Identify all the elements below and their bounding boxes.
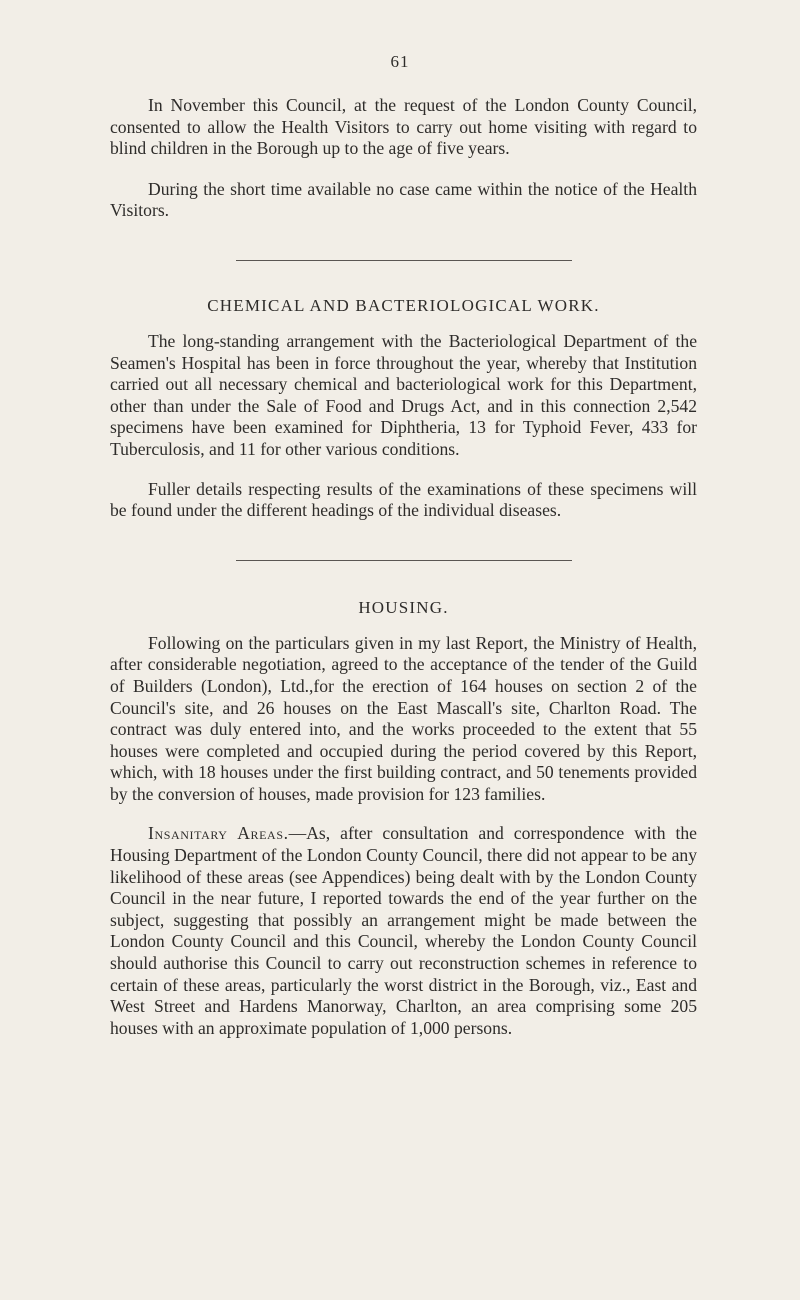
housing-paragraph-1: Following on the particulars given in my last Report, the Ministry of Health, after considerable negotiation, agreed to the acceptance of the tender of the Guild of Builders (London), Ltd.,for the erection of 164 houses on section 2 of the Council's site, and 26 houses on the East Mascall's site, Charlton Road. The contract was duly entered into, and the works proceeded to the extent that 55 houses were completed and occupied during the period covered by this Report, which, with 18 houses under the first building contract, and 50 tenements provided by the conversion of houses, made provision for 123 families. [110, 632, 697, 804]
housing-paragraph-2 [110, 823, 697, 1039]
spacer [110, 619, 697, 633]
spacer [110, 805, 697, 823]
intro-paragraph-1: In November this Council, at the request of the London County Council, consented to allow the Health Visitors to carry out home visiting with regard to blind children in the Borough up to the age of five years. [110, 95, 697, 159]
insanitary-areas-text: —As, after consultation and correspondence with the Housing Department of the London County Council, there did not appear to be any likelihood of these areas (see Appendices) being dealt with by the London County Council in the near future, I reported towards the end of the year further on the subject, suggesting that possibly an arrangement might be made between the London County Council and this Council, whereby the London County Council should authorise this Council to carry out reconstruction schemes in reference to certain of these areas, particularly the worst district in the Borough, viz., East and West Street and Hardens Manorway, Charlton, an area comprising some 205 houses with an approximate population of 1,000 persons. [110, 823, 697, 1038]
insanitary-areas-label: Insanitary Areas. [148, 823, 289, 844]
spacer [110, 561, 697, 597]
text-column [110, 95, 697, 1039]
housing-section-heading: HOUSING. [358, 597, 449, 617]
spacer [110, 461, 697, 479]
page-number: 61 [390, 52, 410, 71]
spacer [110, 261, 697, 295]
spacer [110, 317, 697, 331]
spacer [110, 522, 697, 560]
intro-paragraph-2: During the short time available no case came within the notice of the Health Visitors. [110, 178, 697, 221]
spacer [110, 222, 697, 260]
chemical-paragraph-2: Fuller details respecting results of the examinations of these specimens will be found under the different headings of the individual diseases. [110, 478, 697, 521]
chemical-paragraph-1: The long-standing arrangement with the Bacteriological Department of the Seamen's Hospital has been in force throughout the year, whereby that Institution carried out all necessary chemical and bacteriological work for this Department, other than under the Sale of Food and Drugs Act, and in this connection 2,542 specimens have been examined for Diphtheria, 13 for Typhoid Fever, 433 for Tuberculosis, and 11 for other various conditions. [110, 330, 697, 459]
chemical-section-heading: CHEMICAL AND BACTERIOLOGICAL WORK. [207, 295, 600, 315]
spacer [110, 160, 697, 179]
